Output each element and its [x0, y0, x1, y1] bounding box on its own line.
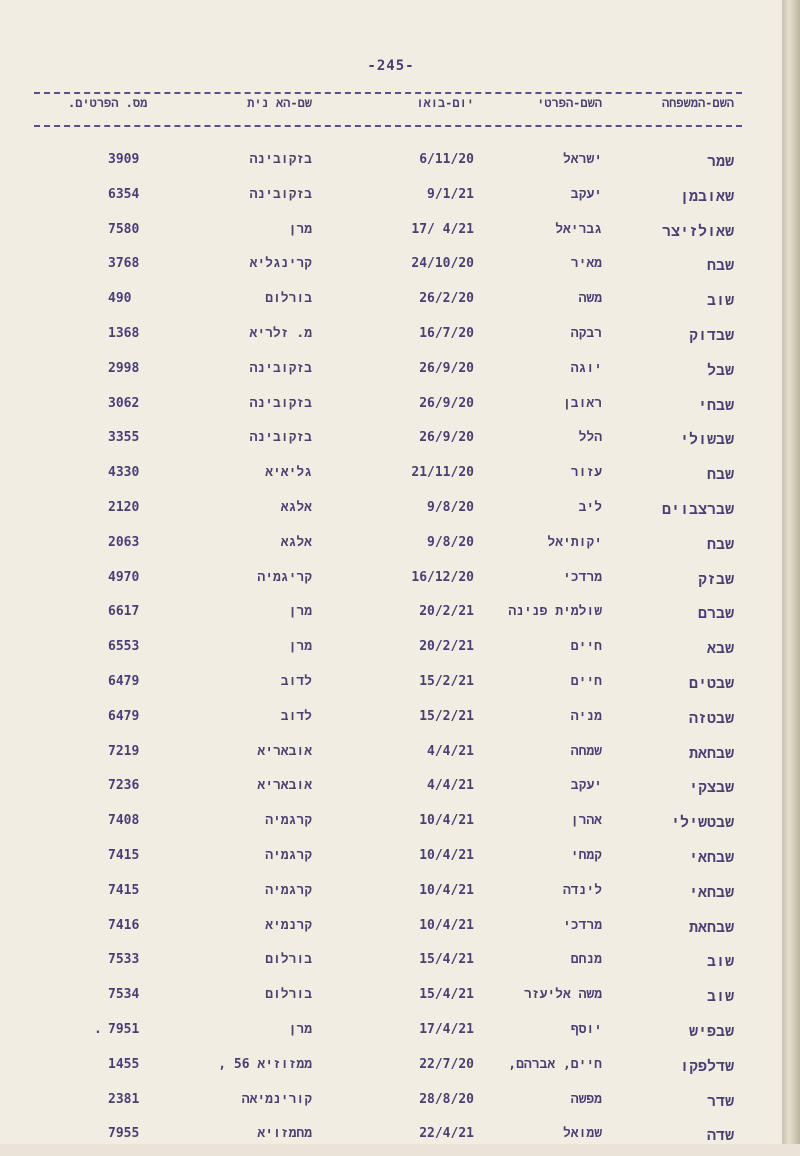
table-row [34, 326, 742, 356]
first-name-cell: ישראל [562, 152, 602, 167]
number-cell: 1368 [108, 326, 140, 341]
date-cell: 9/1/21 [427, 186, 474, 202]
place-cell: בורלום [265, 987, 312, 1003]
place-cell: אלגא [280, 534, 312, 550]
date-cell: 9/8/20 [427, 534, 474, 550]
header-first-name: השם-הפרטי [537, 96, 602, 110]
first-name-cell: מניה [570, 708, 602, 724]
place-cell: אובאריא [257, 743, 312, 759]
number-cell: 3062 [108, 395, 140, 411]
number-cell: 7955 [108, 1126, 140, 1142]
last-name-cell: שדה [706, 1126, 734, 1145]
number-cell: 6479 [108, 674, 140, 689]
last-name-cell: שבא [706, 639, 734, 658]
table-row [34, 187, 742, 217]
last-name-cell: שבחאת [688, 917, 734, 936]
date-cell: 15/2/21 [419, 674, 474, 689]
table-row [34, 256, 742, 286]
table-row [34, 883, 742, 913]
table-row [34, 361, 742, 391]
last-name-cell: שבטשילי [670, 813, 734, 832]
last-name-cell: שבחאת [688, 743, 734, 762]
date-cell: 4/4/21 [427, 778, 474, 794]
page-number: -245- [367, 58, 415, 74]
last-name-cell: שוב [706, 952, 734, 971]
place-cell: מרן [288, 639, 312, 655]
date-cell: 9/8/20 [427, 500, 474, 515]
date-cell: 22/4/21 [419, 1126, 474, 1142]
place-cell: מרן [288, 1022, 312, 1037]
last-name-cell: שבח [706, 534, 734, 553]
last-name-cell: שוב [706, 291, 734, 310]
place-cell: בזקובינה [249, 395, 312, 411]
table-row [34, 465, 742, 495]
date-cell: 22/7/20 [419, 1056, 474, 1072]
place-cell: מחמזויא [257, 1126, 312, 1142]
date-cell: 16/7/20 [419, 326, 474, 341]
place-cell: לדוב [280, 674, 312, 689]
first-name-cell: משה אליעזר [523, 987, 602, 1003]
first-name-cell: שולמית פנינה [508, 604, 602, 620]
place-cell: בזקובינה [249, 152, 312, 167]
first-name-cell: מפשה [570, 1091, 602, 1107]
number-cell: 7580 [108, 221, 140, 237]
number-cell: 1455 [108, 1056, 140, 1072]
place-cell: מ. זלריא [249, 326, 312, 341]
table-row [34, 152, 742, 182]
place-cell: מרן [288, 221, 312, 237]
place-cell: קרנמיא [265, 917, 312, 933]
date-cell: 10/4/21 [419, 848, 474, 863]
place-cell: לדוב [280, 708, 312, 724]
last-name-cell: שבחאי [688, 882, 734, 901]
header-birth-date: יום-בואו [416, 96, 474, 110]
first-name-cell: גבריאל [555, 221, 602, 237]
header-bottom-rule [34, 125, 742, 127]
place-cell: בזקובינה [249, 186, 312, 202]
table-row [34, 570, 742, 600]
last-name-cell: שאולזיצר [661, 221, 734, 240]
page-edge [782, 0, 800, 1144]
date-cell: 6/11/20 [419, 152, 474, 167]
last-name-cell: שבצקי [688, 778, 734, 797]
table-row [34, 952, 742, 982]
first-name-cell: יעקב [570, 186, 602, 202]
date-cell: 15/2/21 [419, 708, 474, 724]
last-name-cell: שבדוק [688, 326, 734, 344]
table-header [34, 90, 742, 120]
table-row [34, 535, 742, 565]
last-name-cell: שדלפקו [679, 1056, 734, 1075]
number-cell: 7408 [108, 813, 140, 829]
place-cell: גליאיא [265, 465, 312, 481]
margin-mark: . [94, 1022, 102, 1037]
number-cell: 7236 [108, 778, 140, 794]
header-number: מס. הפרטים. [68, 96, 148, 110]
table-row [34, 604, 742, 634]
number-cell: 2381 [108, 1091, 140, 1107]
first-name-cell: חיים [570, 674, 602, 689]
number-cell: 7416 [108, 917, 140, 933]
number-cell: 2063 [108, 534, 140, 550]
last-name-cell: שדר [706, 1091, 734, 1110]
number-cell: 7534 [108, 987, 140, 1003]
place-cell: אלגא [280, 500, 312, 515]
first-name-cell: עזור [570, 465, 602, 481]
first-name-cell: שמואל [562, 1126, 602, 1142]
number-cell: 7415 [108, 848, 140, 863]
table-row [34, 1022, 742, 1052]
last-name-cell: שבחי [697, 395, 734, 414]
number-cell: 2998 [108, 360, 140, 376]
last-name-cell: שבטים [688, 674, 734, 692]
last-name-cell: שאובמן [679, 186, 734, 205]
first-name-cell: הלל [578, 430, 602, 446]
number-cell: 6354 [108, 186, 140, 202]
number-cell: 7533 [108, 952, 140, 968]
table-row [34, 639, 742, 669]
first-name-cell: חיים, אברהם, [508, 1056, 602, 1072]
table-row [34, 222, 742, 252]
number-cell: 4330 [108, 465, 140, 481]
number-cell: 7219 [108, 743, 140, 759]
last-name-cell: שבזק [697, 569, 734, 588]
first-name-cell: ראובן [562, 395, 602, 411]
number-cell: 6479 [108, 708, 140, 724]
date-cell: 10/4/21 [419, 813, 474, 829]
first-name-cell: חיים [570, 639, 602, 655]
place-cell: בזקובינה [249, 360, 312, 376]
place-cell: אובאריא [257, 778, 312, 794]
first-name-cell: מאיר [570, 256, 602, 272]
date-cell: 15/4/21 [419, 952, 474, 968]
date-cell: 26/9/20 [419, 395, 474, 411]
table-row [34, 987, 742, 1017]
table-row [34, 1126, 742, 1156]
place-cell: קרינגליא [249, 256, 312, 272]
first-name-cell: משה [578, 291, 602, 307]
first-name-cell: קמחי [570, 848, 602, 863]
first-name-cell: יקותיאל [547, 534, 602, 550]
date-cell: 28/8/20 [419, 1091, 474, 1107]
first-name-cell: אהרן [570, 813, 602, 829]
last-name-cell: שברם [697, 604, 734, 623]
last-name-cell: שבטזה [688, 708, 734, 727]
date-cell: 26/9/20 [419, 430, 474, 446]
date-cell: 10/4/21 [419, 882, 474, 898]
number-cell: 490 [108, 291, 132, 307]
place-cell: קורינמיאה [241, 1091, 312, 1107]
date-cell: 26/2/20 [419, 291, 474, 307]
last-name-cell: שמר [706, 152, 734, 170]
date-cell: 4/4/21 [427, 743, 474, 759]
place-cell: מרן [288, 604, 312, 620]
date-cell: 16/12/20 [411, 569, 474, 585]
number-cell: 6553 [108, 639, 140, 655]
date-cell: 15/4/21 [419, 987, 474, 1003]
number-cell: 3909 [108, 152, 140, 167]
first-name-cell: מרדכי [562, 569, 602, 585]
header-place: שם-הא נית [247, 96, 312, 110]
table-row [34, 709, 742, 739]
last-name-cell: שוב [706, 987, 734, 1006]
table-row [34, 918, 742, 948]
number-cell: 3355 [108, 430, 140, 446]
last-name-cell: שבח [706, 465, 734, 484]
header-last-name: השם-המשפחה [661, 96, 734, 110]
table-row [34, 848, 742, 878]
place-cell: קרגמיה [265, 848, 312, 863]
first-name-cell: שמחה [570, 743, 602, 759]
place-cell: בורלום [265, 952, 312, 968]
number-cell: 4970 [108, 569, 140, 585]
table-row [34, 813, 742, 843]
number-cell: 6617 [108, 604, 140, 620]
last-name-cell: שבח [706, 256, 734, 275]
place-cell: בזקובינה [249, 430, 312, 446]
date-cell: 20/2/21 [419, 639, 474, 655]
date-cell: 20/2/21 [419, 604, 474, 620]
date-cell: 17/4/21 [419, 1022, 474, 1037]
table-row [34, 778, 742, 808]
table-row [34, 1092, 742, 1122]
table-row [34, 291, 742, 321]
first-name-cell: מנחם [570, 952, 602, 968]
last-name-cell: שבחאי [688, 848, 734, 866]
first-name-cell: יוסף [570, 1022, 602, 1037]
first-name-cell: מרדכי [562, 917, 602, 933]
first-name-cell: לינדה [562, 882, 602, 898]
last-name-cell: שבל [706, 360, 734, 379]
place-cell: קריגמיה [257, 569, 312, 585]
table-row [34, 1057, 742, 1087]
number-cell: 2120 [108, 500, 140, 515]
last-name-cell: שבשולי [679, 430, 734, 449]
first-name-cell: רבקה [570, 326, 602, 341]
date-cell: 24/10/20 [411, 256, 474, 272]
last-name-cell: שברצבוים [661, 500, 734, 518]
first-name-cell: יעקב [570, 778, 602, 794]
first-name-cell: ליב [578, 500, 602, 515]
date-cell: 17/ 4/21 [411, 221, 474, 237]
table-row [34, 430, 742, 460]
table-row [34, 396, 742, 426]
date-cell: 21/11/20 [411, 465, 474, 481]
table-row [34, 500, 742, 530]
place-cell: קרגמיה [265, 813, 312, 829]
number-cell: 7951 [108, 1022, 140, 1037]
number-cell: 7415 [108, 882, 140, 898]
place-cell: ממזוזיא 56 , [218, 1056, 312, 1072]
place-cell: בורלום [265, 291, 312, 307]
date-cell: 26/9/20 [419, 360, 474, 376]
date-cell: 10/4/21 [419, 917, 474, 933]
first-name-cell: יוגה [570, 360, 602, 376]
table-row [34, 744, 742, 774]
table-row [34, 674, 742, 704]
last-name-cell: שבפיש [688, 1022, 734, 1040]
place-cell: קרגמיה [265, 882, 312, 898]
number-cell: 3768 [108, 256, 140, 272]
